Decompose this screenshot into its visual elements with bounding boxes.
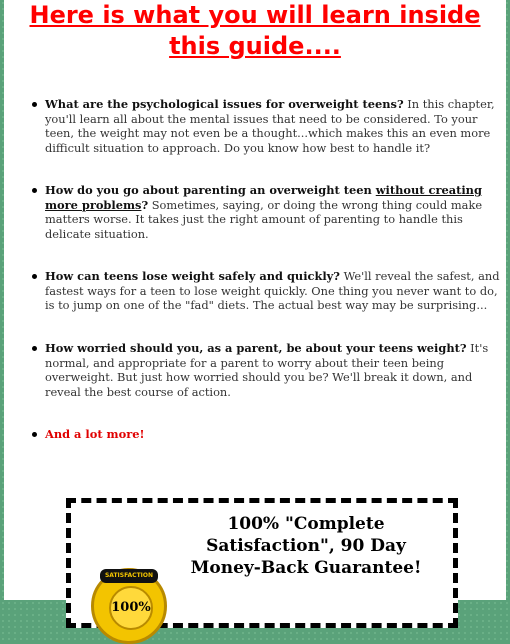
guarantee-line-1: 100% "Complete bbox=[227, 514, 385, 534]
item-underlined-phrase: without creating more problems bbox=[45, 183, 482, 212]
list-item-worried bbox=[32, 341, 502, 399]
bullet-icon bbox=[32, 346, 37, 351]
page-content bbox=[4, 0, 506, 615]
item-body: In this chapter, you'll learn all about the mental issues that need to be considered. To your teen, the weight may not even be a thought...which makes this an even more difficult situation to approach. Do you know how best to handle it? bbox=[45, 97, 495, 155]
seal-center: 100% bbox=[109, 586, 153, 630]
guarantee-line-2: Satisfaction", 90 Day bbox=[206, 536, 406, 556]
item-body: It's normal, and appropriate for a parent to worry about their teen being overweight. But just how worried should you be? We'll break it down, and reveal the best course of action. bbox=[45, 341, 489, 399]
item-heading-end: ? bbox=[141, 197, 149, 212]
headline-line-2: this guide.... bbox=[169, 32, 341, 60]
guarantee-box bbox=[66, 498, 458, 628]
satisfaction-seal-icon bbox=[91, 568, 167, 644]
item-heading: How do you go about parenting an overweight teen bbox=[45, 183, 376, 197]
item-body: We'll reveal the safest, and fastest ways for a teen to lose weight quickly. One thing you never want to do, is to jump on one of the "fad" diets. The actual best way may be surprising... bbox=[45, 269, 500, 313]
list-item-lose-weight bbox=[32, 269, 502, 313]
page-title bbox=[4, 0, 506, 62]
item-heading: What are the psychological issues for overweight teens? bbox=[45, 97, 404, 111]
guarantee-text bbox=[181, 513, 431, 579]
more-text: And a lot more! bbox=[45, 427, 145, 441]
headline-line-1: Here is what you will learn inside bbox=[29, 1, 481, 29]
bullet-icon bbox=[32, 188, 37, 193]
bullet-icon bbox=[32, 102, 37, 107]
item-heading: How worried should you, as a parent, be about your teens weight? bbox=[45, 341, 467, 355]
list-item-parenting bbox=[32, 183, 502, 241]
guarantee-line-3: Money-Back Guarantee! bbox=[190, 558, 422, 578]
item-body: Sometimes, saying, or doing the wrong thing could make matters worse. It takes just the right amount of parenting to handle this delicate situation. bbox=[45, 197, 483, 241]
list-item-psychological bbox=[32, 97, 502, 155]
list-item-more bbox=[32, 427, 502, 442]
bullet-icon bbox=[32, 274, 37, 279]
seal-band: SATISFACTION bbox=[100, 569, 158, 583]
item-heading: How can teens lose weight safely and quickly? bbox=[45, 269, 340, 283]
bullet-icon bbox=[32, 432, 37, 437]
